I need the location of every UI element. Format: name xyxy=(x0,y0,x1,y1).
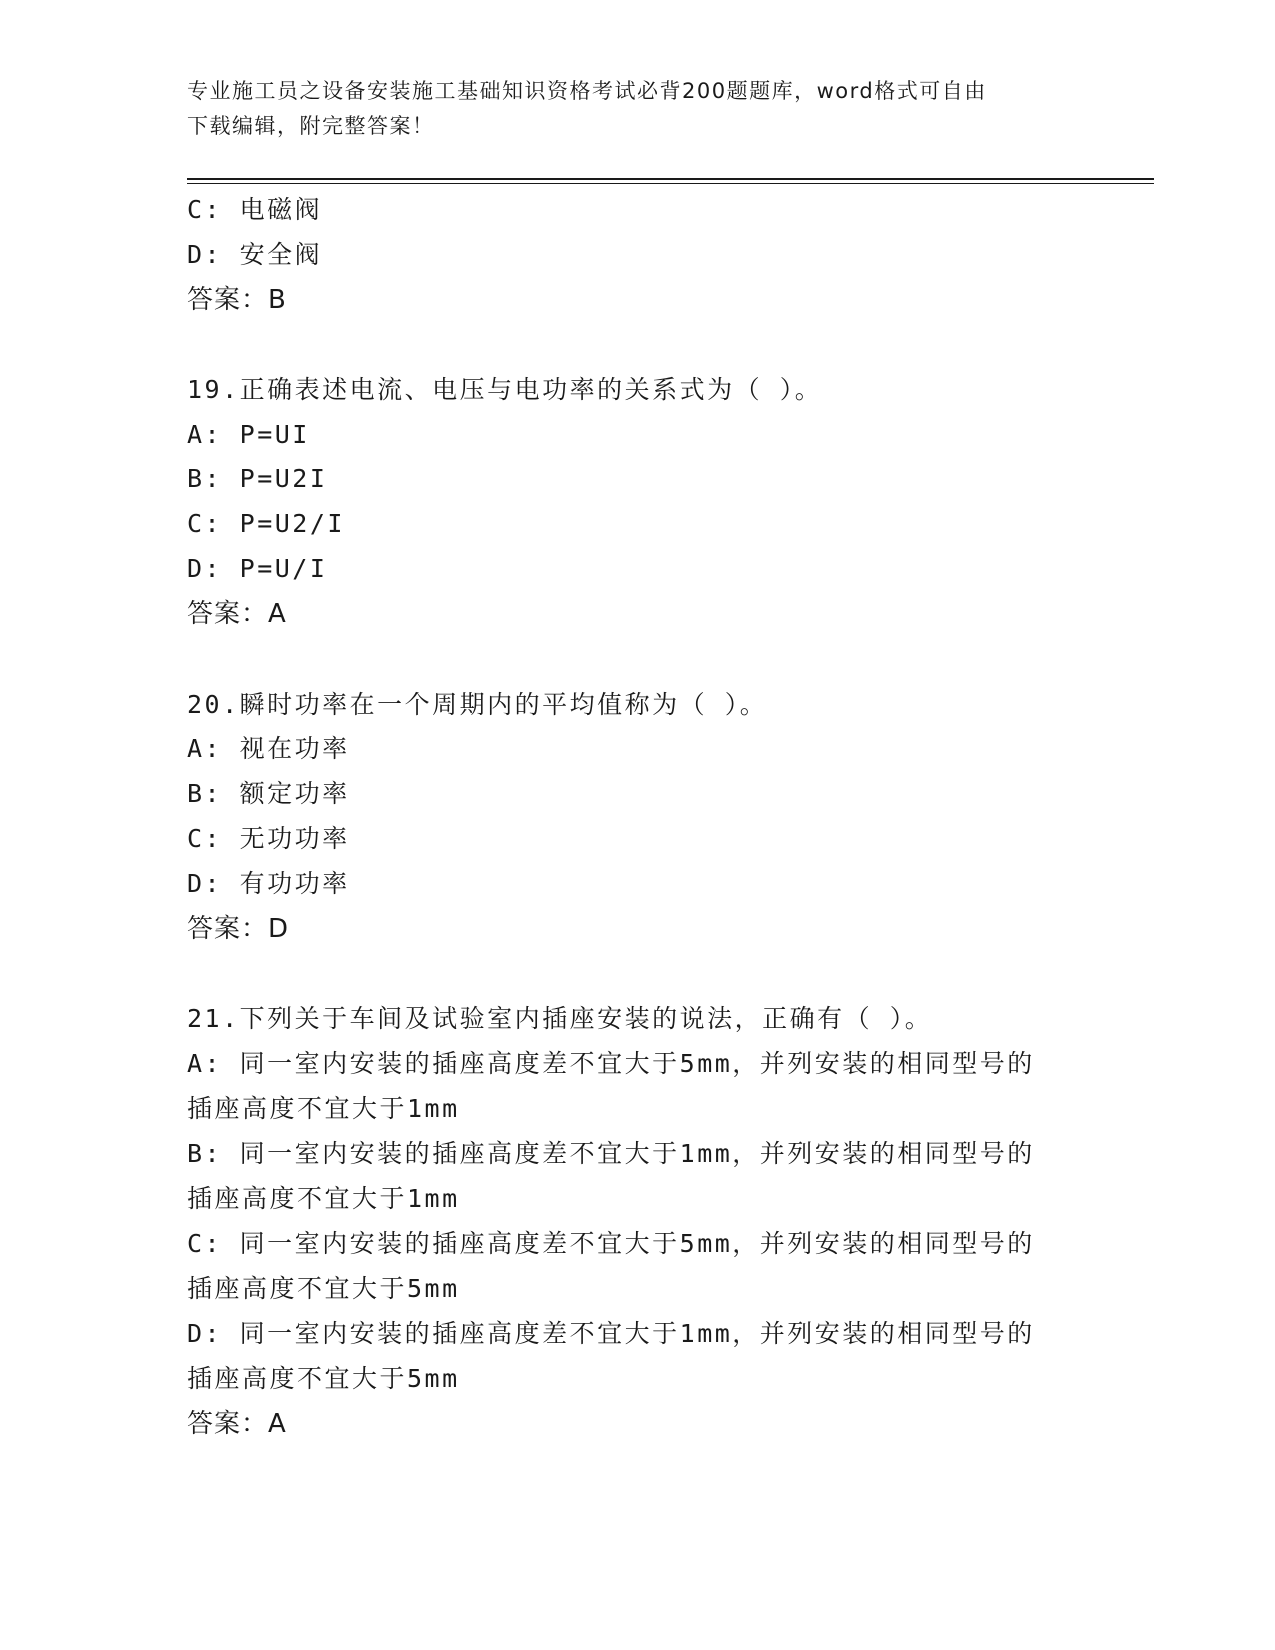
option-line: D: 有功功率 xyxy=(187,869,350,898)
option-line: B: P=U2I xyxy=(187,464,328,493)
option-line-continued: 插座高度不宜大于5mm xyxy=(187,1364,460,1393)
option-line: A: P=UI xyxy=(187,420,310,449)
question-19: 19.正确表述电流、电压与电功率的关系式为（ ）。 xyxy=(187,375,823,404)
option-line-continued: 插座高度不宜大于1mm xyxy=(187,1184,460,1213)
option-line: B: 额定功率 xyxy=(187,779,350,808)
answer-line: 答案：A xyxy=(187,599,287,629)
question-20: 20.瞬时功率在一个周期内的平均值称为（ ）。 xyxy=(187,690,768,719)
option-line: D: 安全阀 xyxy=(187,240,323,269)
option-line: C: 无功功率 xyxy=(187,824,350,853)
header-rule-thick xyxy=(187,178,1154,180)
option-line: C: 电磁阀 xyxy=(187,195,323,224)
option-line: B: 同一室内安装的插座高度差不宜大于1mm，并列安装的相同型号的 xyxy=(187,1139,1035,1168)
question-21: 21.下列关于车间及试验室内插座安装的说法，正确有（ ）。 xyxy=(187,1004,933,1033)
option-line-continued: 插座高度不宜大于5mm xyxy=(187,1274,460,1303)
option-line-continued: 插座高度不宜大于1mm xyxy=(187,1094,460,1123)
header-line-2: 下载编辑，附完整答案！ xyxy=(187,114,435,138)
header-line-1: 专业施工员之设备安装施工基础知识资格考试必背200题题库，word格式可自由 xyxy=(187,79,987,103)
option-line: A: 视在功率 xyxy=(187,734,350,763)
option-line: D: 同一室内安装的插座高度差不宜大于1mm，并列安装的相同型号的 xyxy=(187,1319,1035,1348)
option-line: A: 同一室内安装的插座高度差不宜大于5mm，并列安装的相同型号的 xyxy=(187,1049,1035,1078)
option-line: C: P=U2/I xyxy=(187,509,345,538)
page-header xyxy=(187,74,1067,144)
option-line: C: 同一室内安装的插座高度差不宜大于5mm，并列安装的相同型号的 xyxy=(187,1229,1035,1258)
answer-line: 答案：A xyxy=(187,1409,287,1439)
answer-line: 答案：B xyxy=(187,285,287,315)
answer-line: 答案：D xyxy=(187,914,290,944)
option-line: D: P=U/I xyxy=(187,554,328,583)
header-rule-thin xyxy=(187,183,1154,184)
